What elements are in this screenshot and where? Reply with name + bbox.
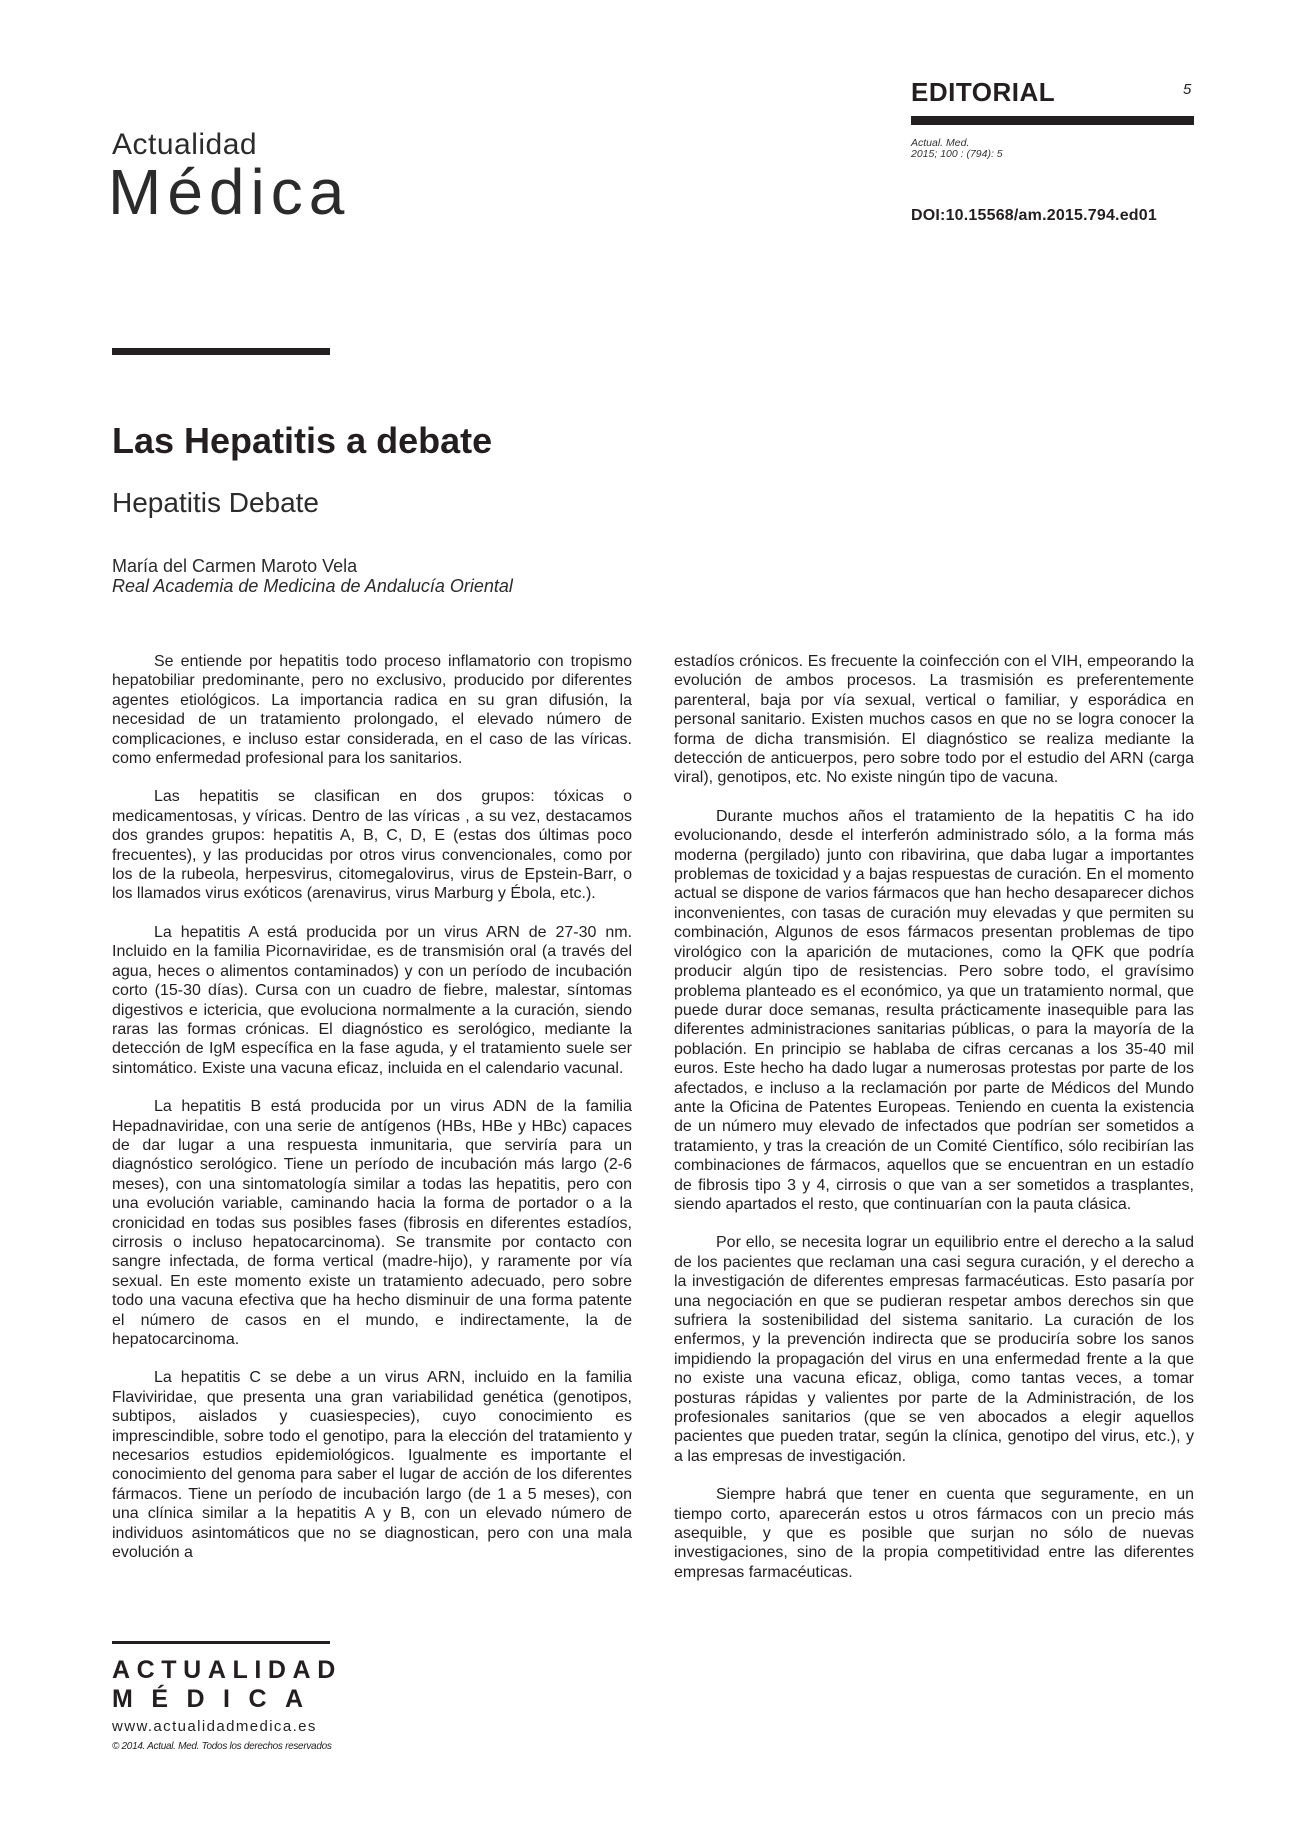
footer-website-link[interactable]: www.actualidadmedica.es xyxy=(112,1718,317,1735)
paragraph: Se entiende por hepatitis todo proceso inflamatorio con tropismo hepatobiliar predominante, pero no exclusivo, producido por diferentes agentes etiológicos. La importancia radica en su gran difusión, la necesidad de un tratamiento prolongado, el elevado número de complicaciones, e incluso estar considerada, en el caso de las víricas. como enfermedad profesional para los sanitarios. xyxy=(112,653,632,768)
paragraph: Siempre habrá que tener en cuenta que seguramente, en un tiempo corto, aparecerán estos u otros fármacos con un precio más asequible, y que es posible que surjan no sólo de nuevas investigaciones, sino de la propia competitividad entre las diferentes empresas farmacéuticas. xyxy=(674,1486,1194,1581)
article-subtitle: Hepatitis Debate xyxy=(112,487,320,518)
author-affiliation: Real Academia de Medicina de Andalucía Oriental xyxy=(112,576,513,596)
paragraph: Por ello, se necesita lograr un equilibrio entre el derecho a la salud de los pacientes que reclaman una casi segura curación, y el derecho a la investigación de diferentes empresas farmacéuticas. Esto pasaría por una negociación en que se pudieran respetar ambos derechos sin que sufriera la sostenibilidad del sistema sanitario. La curación de los enfermos, y la prevención indirecta que se produciría sobre los sanos impidiendo la propagación del virus en una enfermedad frente a la que no existe una vacuna eficaz, obliga, como tantas veces, a tomar posturas rápidas y valientes por parte de la Administración, de los profesionales sanitarios (que se ven abocados a elegir aquellos pacientes que pueden tratar, según la clínica, genotipo del virus, etc.), y a las empresas de investigación. xyxy=(674,1234,1194,1465)
footer-brand-line2: MÉDICA xyxy=(112,1685,322,1713)
citation-line2: 2015; 100 : (794): 5 xyxy=(911,148,1003,160)
paragraph: La hepatitis A está producida por un virus ARN de 27-30 nm. Incluido en la familia Picornaviridae, es de transmisión oral (a través del agua, heces o alimentos contaminados) y con un período de incubación corto (15-30 días). Cursa con un cuadro de fiebre, malestar, síntomas digestivos e ictericia, que evoluciona normalmente a la curación, siendo raras las formas crónicas. El diagnóstico es serológico, mediante la detección de IgM específica en la fase aguda, y el tratamiento suele ser sintomático. Existe una vacuna eficaz, incluida en el calendario vacunal. xyxy=(112,923,632,1077)
paragraph: Durante muchos años el tratamiento de la hepatitis C ha ido evolucionando, desde el interferón administrado sólo, a la forma más moderna (pergilado) junto con ribavirina, que daba lugar a importantes problemas de toxicidad y a bajas respuestas de curación. En el momento actual se dispone de varios fármacos que han hecho desaparecer dichos inconvenientes, con tasas de curación muy elevadas y que permiten su combinación, Algunos de esos fármacos presentan problemas de tipo virológico con la aparición de mutaciones, como la QFK que podría producir algún tipo de resistencias. Pero sobre todo, el gravísimo problema planteado es el económico, ya que un tratamiento normal, que puede durar doce semanas, resulta prácticamente inasequible para las diferentes administraciones sanitarias públicas, o para la mayoría de la población. En principio se hablaba de cifras cercanas a los 35-40 mil euros. Este hecho ha dado lugar a numerosas protestas por parte de los afectados, e incluso a la reclamación por parte de Médicos del Mundo ante la Oficina de Patentes Europeas. Teniendo en cuenta la existencia de un número muy elevado de infectados que podrían ser sometidos a tratamiento, y tras la creación de un Comité Científico, sólo recibirían las combinaciones de fármacos, aquellos que se encuentran en un estadío de fibrosis tipo 3 y 4, cirrosis o que van a ser sometidos a trasplantes, siendo apartados el resto, que continuarían con la pauta clásica. xyxy=(674,807,1194,1213)
citation-line1: Actual. Med. xyxy=(911,137,970,149)
paragraph: La hepatitis C se debe a un virus ARN, incluido en la familia Flaviviridae, que presenta una gran variabilidad genética (genotipos, subtipos, aislados y cuasiespecies), cuyo conocimiento es imprescindible, sobre todo el genotipo, para la elección del tratamiento y necesarios estudios epidemiológicos. Igualmente es importante el conocimiento del genoma para saber el lugar de acción de los diferentes fármacos. Tiene un período de incubación largo (de 1 a 5 meses), con una clínica similar a la hepatitis A y B, con un elevado número de individuos asintomáticos que no se diagnostican, pero con una mala evolución a xyxy=(112,1369,632,1562)
author-name: María del Carmen Maroto Vela xyxy=(112,556,358,576)
paragraph: Las hepatitis se clasifican en dos grupos: tóxicas o medicamentosas, y víricas. Dentro de las víricas , a su vez, destacamos dos grandes grupos: hepatitis A, B, C, D, E (estas dos últimas poco frecuentes), y las producidas por otros virus convencionales, como por los de la rubeola, herpesvirus, citomegalovirus, virus de Epstein-Barr, o los llamados virus exóticos (arenavirus, virus Marburg y Ébola, etc.). xyxy=(112,788,632,903)
body-column-right xyxy=(674,652,1194,1601)
doi[interactable]: DOI:10.15568/am.2015.794.ed01 xyxy=(911,207,1157,224)
footer-brand-line1: ACTUALIDAD xyxy=(112,1656,342,1684)
footer-copyright: © 2014. Actual. Med. Todos los derechos reservados xyxy=(112,1741,332,1752)
journal-logo-line2: Médica xyxy=(108,156,351,228)
body-column-left xyxy=(112,652,632,1581)
paragraph: estadíos crónicos. Es frecuente la coinfección con el VIH, empeorando la evolución de ambos procesos. La trasmisión es preferentemente parenteral, baja por vía sexual, vertical o familiar, y esporádica en personal sanitario. Existen muchos casos en que no se logra conocer la forma de dicha transmisión. El diagnóstico se realiza mediante la detección de anticuerpos, pero sobre todo por el estudio del ARN (carga viral), genotipos, etc. No existe ningún tipo de vacuna. xyxy=(674,653,1194,787)
footer-divider xyxy=(112,1641,330,1644)
page-number: 5 xyxy=(1183,81,1192,98)
header-divider xyxy=(112,348,330,355)
article-title: Las Hepatitis a debate xyxy=(112,420,493,461)
paragraph: La hepatitis B está producida por un virus ADN de la familia Hepadnaviridae, con una serie de antígenos (HBs, HBe y HBc) capaces de dar lugar a una respuesta inmunitaria, que serviría para un diagnóstico serológico. Tiene un período de incubación más largo (2-6 meses), con una sintomatología similar a todas las hepatitis, pero con una evolución variable, caminando hacia la forma de portador o a la cronicidad en todas sus posibles fases (fibrosis en diferentes estadíos, cirrosis o incluso hepatocarcinoma). Se transmite por contacto con sangre infectada, de forma vertical (madre-hijo), y raramente por vía sexual. En este momento existe un tratamiento adecuado, pero sobre todo una vacuna efectiva que ha hecho disminuir de una forma patente el número de casos en el mundo, e indirectamente, la de hepatocarcinoma. xyxy=(112,1098,632,1348)
journal-logo-line1: Actualidad xyxy=(112,128,258,161)
section-divider xyxy=(911,116,1194,125)
section-label: EDITORIAL xyxy=(911,77,1056,107)
citation xyxy=(911,138,1003,160)
